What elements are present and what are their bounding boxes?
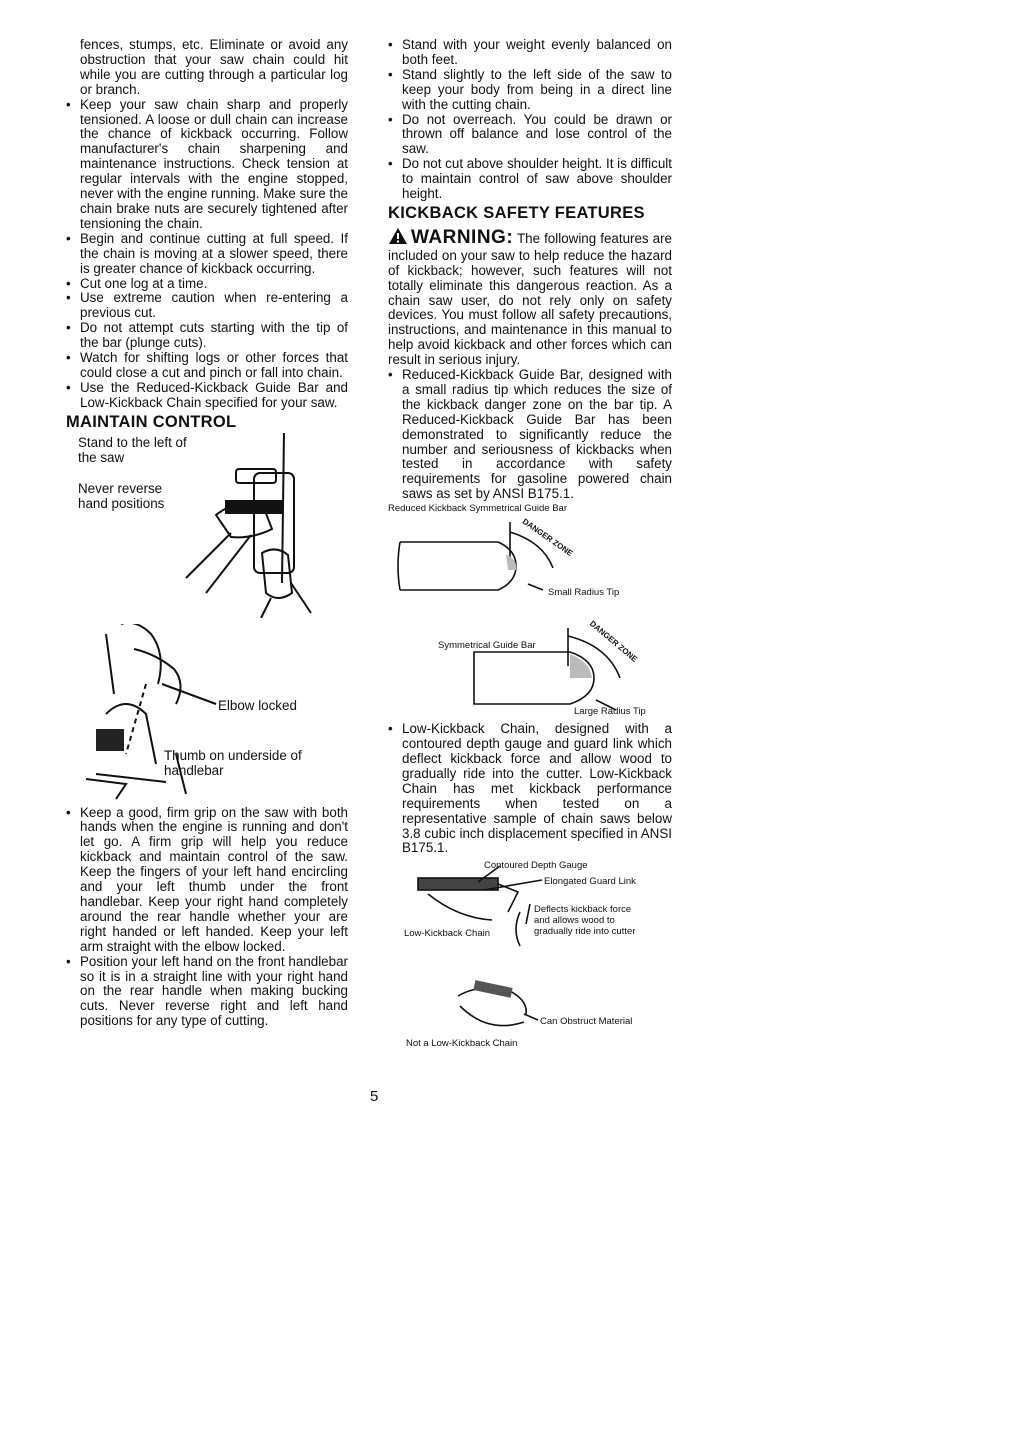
label-deflects-kickback: Deflects kickback force and allows wood to gradually ride into cutter — [534, 904, 636, 938]
warning-text: The following features are included on your saw to help reduce the hazard of kickback; however, such features will not totally eliminate this dangerous reaction. As a chain saw user, do not rely only on safety devices. You must follow all safety precautions, instructions, and maintenance in this manual to help avoid kickback and other forces which can result in serious injury. — [388, 230, 673, 368]
standard-chain-figure — [388, 970, 672, 1050]
kickback-features-heading: KICKBACK SAFETY FEATURES — [388, 203, 645, 222]
fig-label-stand-left: Stand to the left of the saw — [78, 434, 187, 465]
fig-label-never-reverse: Never reverse hand positions — [78, 480, 165, 511]
label-low-kickback-chain: Low-Kickback Chain — [403, 928, 491, 940]
left-column — [66, 38, 348, 1029]
label-elongated-guard-link: Elongated Guard Link — [544, 876, 636, 888]
list-item: • Low-Kickback Chain, designed with a contoured depth gauge and guard link which deflect kickback force and allow wood to gradually ride into the cutter. Low-Kickback Chain has met kickback performance requirements when tested on a representative sample of chain saws below 3.8 cubic inch displacement specified in ANSI B175.1. — [388, 722, 672, 856]
grip-figure — [66, 624, 348, 804]
list-item: • Cut one log at a time. — [66, 277, 348, 292]
warning-triangle-icon — [388, 227, 408, 249]
stance-figure — [66, 433, 348, 618]
label-symmetrical-guide-bar: Symmetrical Guide Bar — [438, 640, 536, 652]
danger-zone-label-1: DANGER ZONE — [520, 517, 575, 559]
grip-tips-list — [66, 806, 348, 1030]
features-list-b — [388, 722, 672, 856]
features-list-a — [388, 368, 672, 502]
list-item: • Watch for shifting logs or other forces that could close a cut and pinch or fall into chain. — [66, 351, 348, 381]
list-item: • Do not cut above shoulder height. It is difficult to maintain control of saw above shoulder height. — [388, 157, 672, 202]
maintain-control-heading: MAINTAIN CONTROL — [66, 412, 237, 431]
symmetrical-bar-figure — [388, 619, 672, 718]
stance-tips-list — [388, 38, 672, 202]
list-item: • Do not attempt cuts starting with the tip of the bar (plunge cuts). — [66, 321, 348, 351]
page-number: 5 — [370, 1088, 379, 1105]
list-item: • Stand with your weight evenly balanced on both feet. — [388, 38, 672, 68]
list-item: • Keep your saw chain sharp and properly tensioned. A loose or dull chain can increase the chance of kickback occurring. Follow manufacturer's chain sharpening and maintenance instructions. Check tension at regular intervals with the engine stopped, never with the engine running. Make sure the chain brake nuts are securely tightened after tensioning the chain. — [66, 98, 348, 232]
label-contoured-depth-gauge: Contoured Depth Gauge — [484, 860, 588, 872]
label-can-obstruct: Can Obstruct Material — [540, 1016, 633, 1028]
guide-bar-figure — [388, 502, 672, 624]
right-column — [388, 38, 672, 1050]
list-item: • Begin and continue cutting at full speed. If the chain is moving at a slower speed, there is greater chance of kickback occurring. — [66, 232, 348, 277]
warning-paragraph — [388, 227, 672, 368]
danger-zone-label-2: DANGER ZONE — [588, 619, 640, 665]
kickback-tips-list — [66, 98, 348, 411]
label-small-radius-tip: Small Radius Tip — [548, 587, 620, 599]
list-item: • Keep a good, firm grip on the saw with both hands when the engine is running and don't let go. A firm grip will help you reduce kickback and maintain control of the saw. Keep the fingers of your left hand encircling and your left thumb under the front handlebar. Keep your right hand completely around the rear handle whether your are right handed or left handed. Keep your left arm straight with the elbow locked. — [66, 806, 348, 955]
list-item: • Position your left hand on the front handlebar so it is in a straight line with your right hand on the rear handle when making bucking cuts. Never reverse right and left hand positions for any type of cutting. — [66, 955, 348, 1030]
warning-label: WARNING: — [411, 226, 514, 248]
fig-title-reduced-bar: Reduced Kickback Symmetrical Guide Bar — [388, 503, 567, 515]
list-item: • Reduced-Kickback Guide Bar, designed with a small radius tip which reduces the size of the kickback danger zone on the bar tip. A Reduced-Kickback Guide Bar has been demonstrated to significantly reduce the number and seriousness of kickbacks when tested in accordance with safety requirements for gasoline powered chain saws as set by ANSI B175.1. — [388, 368, 672, 502]
list-item: • Stand slightly to the left side of the saw to keep your body from being in a direct line with the cutting chain. — [388, 68, 672, 113]
intro-paragraph: fences, stumps, etc. Eliminate or avoid any obstruction that your saw chain could hit while you are cutting through a particular log or branch. — [80, 37, 348, 97]
label-large-radius-tip: Large Radius Tip — [574, 706, 646, 718]
list-item: • Use the Reduced-Kickback Guide Bar and Low-Kickback Chain specified for your saw. — [66, 381, 348, 411]
list-item: • Do not overreach. You could be drawn or thrown off balance and lose control of the saw. — [388, 113, 672, 158]
low-kickback-chain-figure — [388, 860, 672, 968]
fig-label-elbow-locked: Elbow locked — [218, 697, 297, 713]
fig-label-thumb-underside: Thumb on underside of handlebar — [164, 747, 302, 778]
list-item: • Use extreme caution when re-entering a previous cut. — [66, 291, 348, 321]
label-not-low-kickback: Not a Low-Kickback Chain — [406, 1038, 518, 1050]
